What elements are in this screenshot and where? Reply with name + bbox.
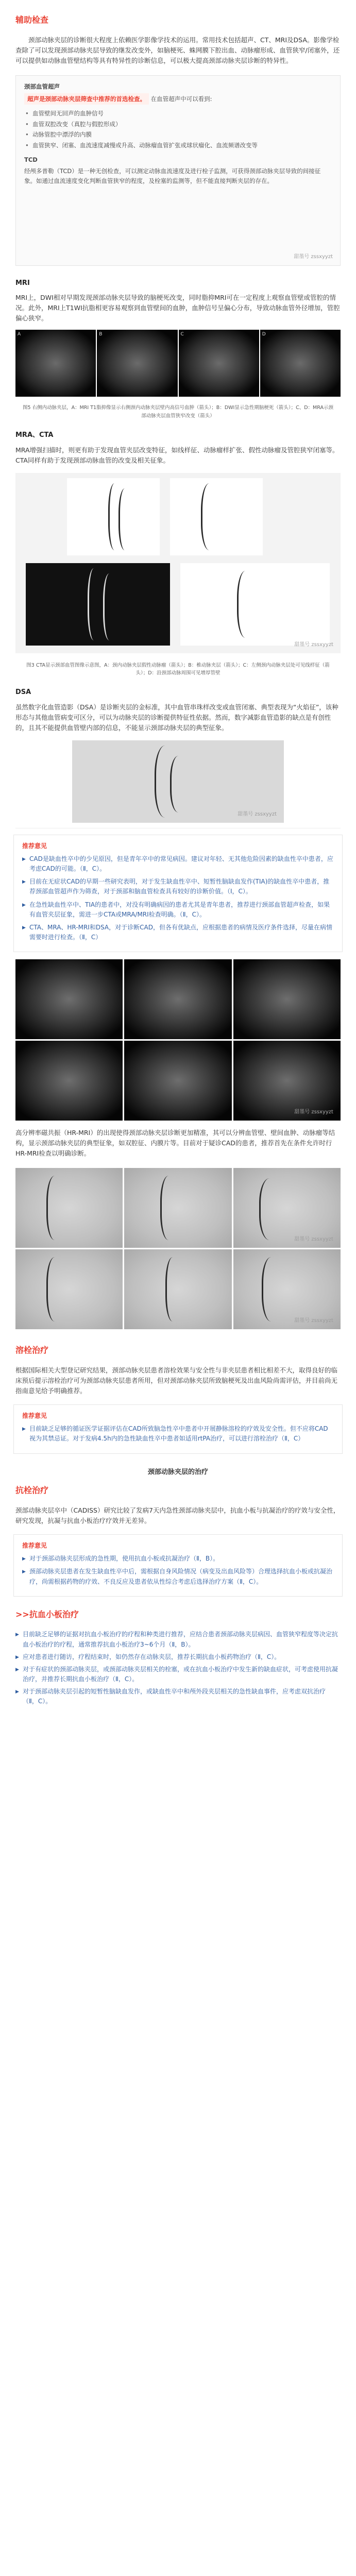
angio-image-grid bbox=[15, 1168, 341, 1329]
recommendation-item: ▶ 颈部动脉夹层患者在发生缺血性卒中后，需根据自身风险情况（病变及出血风险等）合理选择抗血小板或抗凝治疗，尚需根据药物的疗效、不良反应及患者依从性综合考虑后选择治疗方案（Ⅱ，C）。 bbox=[22, 1567, 334, 1586]
list-item: • 血管壁间无回声的血肿信号 bbox=[25, 109, 332, 118]
section-title-thrombolysis: 溶栓治疗 bbox=[15, 1345, 49, 1355]
dsa-image: 甜墨号 zssxyyzt bbox=[72, 740, 284, 823]
mri-paragraph: MRI上，DWI相对早期发现颈部动脉夹层导致的脑梗死改变，同时脂抑MRI可在一定程度上观察血管壁或管腔的情况。此外，MRI上T1WI抗脂相更容易观察到血管壁间的血肿，血肿信号呈偏心分布，导致动脉血管外径增加，管腔偏心狭窄。 bbox=[15, 294, 340, 323]
recommendation-item: ▶ 在急性缺血性卒中、TIA的患者中，对没有明确病因的患者尤其是青年患者，推荐进行颈部血管超声检查，如果有血管夹层征象，需进一步CTA或MRA/MRI检查明确。（Ⅱ，C）。 bbox=[22, 900, 334, 920]
list-item: • 血管双腔改变（真腔与假腔形成） bbox=[25, 120, 332, 129]
ct-image bbox=[124, 959, 231, 1039]
ct-image-grid bbox=[15, 959, 341, 1121]
section-title-mri: MRI bbox=[15, 279, 30, 287]
antiplatelet-item: ▶ 对于有症状的颈部动脉夹层，或颈部动脉夹层相关的栓塞，或在抗血小板治疗中发生新的缺血症状，可考虑使用抗凝治疗，并推荐长期抗血小板治疗（Ⅱ，C）。 bbox=[15, 1665, 341, 1684]
cta-caption: 图3 CTA显示颈部血管图像示意图，A：颈内动脉夹层假性动脉瘤（箭头）；B：椎动脉夹层（箭头）；C：左侧颈内动脉夹层处可见线样征（箭头）；D：沿颈部动脉周围可见增厚管壁 bbox=[26, 662, 330, 676]
angio-image bbox=[124, 1249, 231, 1329]
intro-paragraph: 颈部动脉夹层的诊断很大程度上依赖医学影像学技术的运用。常用技术包括超声、CT、MRI及DSA。影像学检查除了可以发现颈部动脉夹层导致的继发改变外，如脑梗死、蛛网膜下腔出血、动脉瘤形成、血管狭窄/闭塞外，还可以提供如动脉血管壁结构等具有特异性的诊断信息，可以极大提高颈部动脉夹层诊断的特异性。 bbox=[15, 36, 340, 64]
ultrasound-card-head: 颈部血管超声 bbox=[24, 82, 60, 90]
angio-image bbox=[15, 1168, 123, 1248]
section-title-antiplatelet: >>抗血小板治疗 bbox=[15, 1609, 79, 1619]
recommendation-box bbox=[13, 835, 343, 953]
angio-image bbox=[15, 1249, 123, 1329]
recommendation-box bbox=[13, 1404, 343, 1454]
ct-image bbox=[233, 959, 341, 1039]
antiplatelet-item: ▶ 目前缺乏足够的证据对抗血小板治疗的疗程和种类进行推荐，应结合患者颈部动脉夹层病因、血管狭窄程度等决定抗血小板治疗的疗程，通常推荐抗血小板治疗3~6个月（Ⅱ，B）。 bbox=[15, 1630, 341, 1649]
recommendation-item: ▶ 目前在无症状CAD的早期一些研究表明，对于发生缺血性卒中、短暂性脑缺血发作(TIA)的缺血性卒中患者，推荐颈部血管超声作为筛查，对于颈部和脑血管检查具有较好的诊断价值。（Ⅰ，C）。 bbox=[22, 877, 334, 896]
mri-caption: 图5 右侧内动脉夹层，A：MRI T1脂抑像显示右侧颈内动脉夹层壁内高信号血肿（箭头）；B：DWI显示急性期脑梗死（箭头）；C、D：MRA示颈部动脉夹层血管狭窄改变（箭头） bbox=[23, 405, 333, 419]
mri-image: C bbox=[179, 330, 259, 397]
dsa-paragraph: 虽然数字化血管造影（DSA）是诊断夹层的金标准，其中血管串珠样改变或血管闭塞、典型表现为“火焰征”，该种形态与其他血管病变可区分，可以为动脉夹层的诊断提供特征性依据。然而，数字减影血管造影的缺点是有创性的，且其不能提供血管壁内部的信息，不能显示颈部动脉夹层的典型征象。 bbox=[15, 703, 338, 732]
angio-image: 甜墨号 zssxyyzt bbox=[233, 1168, 341, 1248]
recommendation-head: 推荐意见 bbox=[22, 1541, 47, 1549]
list-item: • 动脉管腔中漂浮的内膜 bbox=[25, 130, 332, 139]
mri-image: A bbox=[15, 330, 96, 397]
cta-panel bbox=[67, 478, 160, 555]
recommendation-item: ▶ 对于颈部动脉夹层形成的急性期，使用抗血小板或抗凝治疗（Ⅱ，B）。 bbox=[22, 1554, 334, 1564]
list-item: • 血管狭窄、闭塞、血流速度减慢或升高、动脉瘤血管扩张或球状瘤化、血流频谱改变等 bbox=[25, 141, 332, 150]
mri-image: D bbox=[260, 330, 341, 397]
ultrasound-recommend-suffix: 在血管超声中可以看到: bbox=[150, 95, 212, 103]
cta-panel bbox=[180, 563, 330, 646]
mri-image-row bbox=[15, 330, 341, 397]
ct-image bbox=[15, 959, 123, 1039]
antithrombotic-paragraph: 颈部动脉夹层卒中（CADISS）研究比较了发病7天内急性颈部动脉夹层中，抗血小板与抗凝治疗的疗效与安全性，研究发现，抗凝与抗血小板治疗疗效并无差异。 bbox=[15, 1506, 340, 1524]
recommendation-head: 推荐意见 bbox=[22, 1412, 47, 1420]
mra-paragraph: MRA增强扫描时，则更有助于发现血管夹层改变特征，如线样征、动脉瘤样扩张、假性动脉瘤及管腔狭窄闭塞等。CTA同样有助于发现颈部动脉血管的改变及相关征象。 bbox=[15, 446, 339, 464]
recommendation-head: 推荐意见 bbox=[22, 842, 47, 850]
recommendation-item: ▶ CTA、MRA、HR-MRI和DSA，对于诊断CAD，但各有优缺点，应根据患者的病情及医疗条件选择，尽量在病情需要时进行检查。（Ⅱ，C） bbox=[22, 923, 334, 942]
ct-image bbox=[124, 1041, 231, 1121]
cta-panel bbox=[26, 563, 170, 646]
ultrasound-bullets bbox=[24, 109, 332, 150]
mri-image: B bbox=[97, 330, 177, 397]
ultrasound-recommend-line: 超声是颈部动脉夹层筛查中推荐的首选检查。 bbox=[24, 93, 149, 105]
section-title-aux-exam: 辅助检查 bbox=[15, 15, 49, 25]
ultrasound-card bbox=[15, 75, 341, 266]
tcd-text: 经颅多普勒（TCD）是一种无创检查，可以测定动脉血流速度及进行栓子监测，可获得颈部动脉夹层导致的间接征象。如通过血流速度变化判断血管狭窄的程度，及栓塞的监测等，但不能直接判断夹层的存在。 bbox=[24, 167, 321, 184]
recommendation-item: ▶ CAD是缺血性卒中的少见原因，但是青年卒中的常见病因。建议对年轻、无其他危险因素的缺血性卒中患者，应考虑CAD的可能。（Ⅱ，C）。 bbox=[22, 854, 334, 874]
recommendation-item: ▶ 目前缺乏足够的循证医学证据评估在CAD所致脑急性卒中患者中开展静脉溶栓的疗效及安全性。但不应将CAD视为其禁忌证。对于发病4.5h内的急性缺血性卒中患者如适用rtPA治疗，可以进行溶栓治疗（Ⅱ，C） bbox=[22, 1424, 334, 1444]
hr-mri-paragraph: 高分辨率磁共振（HR-MRI）的出现使得颈部动脉夹层诊断更加精准，其可以分辨血管壁、壁间血肿、动脉瘤等结构，显示颈部动脉夹层的典型征象，如双腔征、内膜片等。目前对于疑诊CAD的患者，推荐首先在条件允许时行HR-MRI检查以明确诊断。 bbox=[15, 1129, 335, 1158]
recommendation-box bbox=[13, 1534, 343, 1597]
angio-image bbox=[124, 1168, 231, 1248]
cta-figure: 甜墨号 zssxyyzt bbox=[15, 473, 341, 653]
thrombolysis-paragraph: 根据国际相关大型登记研究结果，颈部动脉夹层患者溶栓效果与安全性与非夹层患者相比相差不大，取得良好的临床预后提示溶栓治疗可为颈部动脉夹层患者所用，但对颈部动脉夹层所致脑梗死及出血风险尚需评估，并目前尚无指南意见给予明确推荐。 bbox=[15, 1366, 338, 1395]
angio-image: 甜墨号 zssxyyzt bbox=[233, 1249, 341, 1329]
ct-image bbox=[15, 1041, 123, 1121]
antiplatelet-item: ▶ 应对患者进行随访，疗程结束时，如仍然存在动脉夹层，推荐长期抗血小板药物治疗（Ⅱ，C）。 bbox=[15, 1652, 341, 1662]
section-title-dsa: DSA bbox=[15, 688, 31, 696]
tcd-head: TCD bbox=[24, 156, 38, 163]
watermark: 甜墨号 zssxyyzt bbox=[294, 253, 333, 260]
cta-panel bbox=[170, 478, 263, 555]
antiplatelet-item: ▶ 对于颈部动脉夹层引起的短暂性脑缺血发作，或缺血性卒中和颅外段夹层相关的急性缺血事件，应考虑双抗治疗（Ⅱ，C）。 bbox=[15, 1687, 341, 1706]
ct-image: 甜墨号 zssxyyzt bbox=[233, 1041, 341, 1121]
section-title-mra-cta: MRA、CTA bbox=[15, 431, 54, 439]
treatment-title: 颈部动脉夹层的治疗 bbox=[147, 1468, 208, 1476]
section-title-antithrombotic: 抗栓治疗 bbox=[15, 1485, 49, 1496]
